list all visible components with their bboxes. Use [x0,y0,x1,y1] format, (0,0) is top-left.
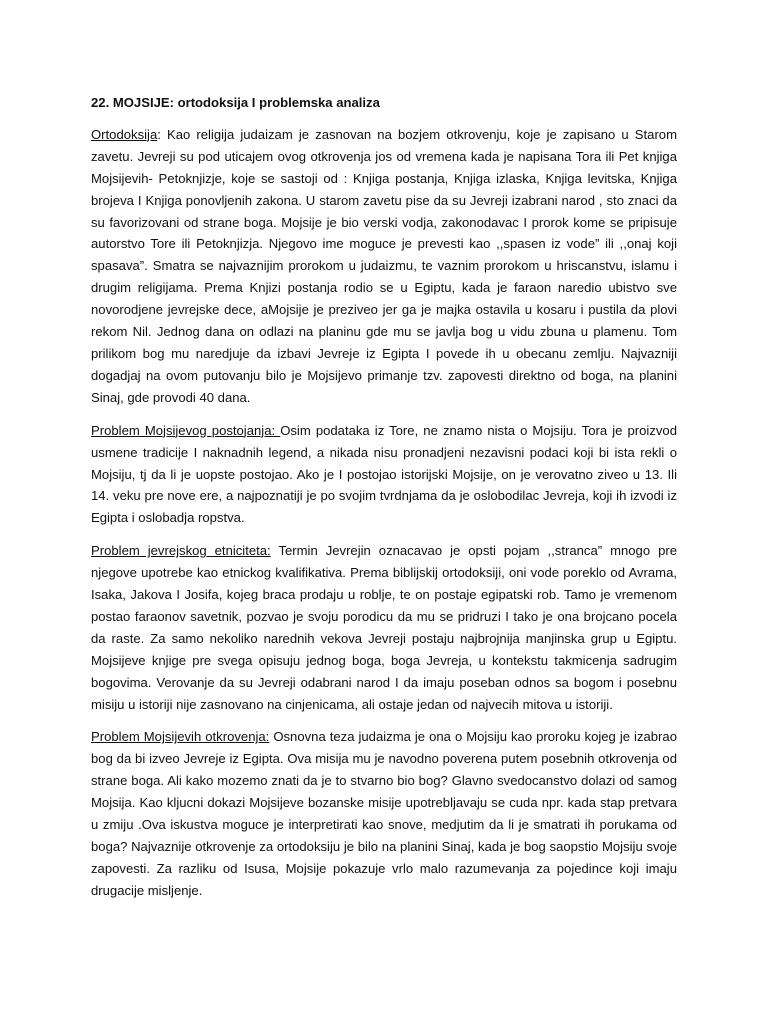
section-heading-otkrovenja: Problem Mojsijevih otkrovenja: [91,729,270,745]
section-heading-postojanje: Problem Mojsijevog postojanja: [91,422,281,438]
section-body-otkrovenja: Osnovna teza judaizma je ona o Mojsiju kao proroku kojeg je izabrao bog da bi izveo Jevreje iz Egipta. Ova misija mu je navodno poverena putem posebnih otkrovenja od strane boga. Ali kako mozemo znati da je to stvarno bio bog? Glavno svedocanstvo dolazi od samog Mojsija. Kao kljucni dokazi Mojsijeve bozanske misije upotrebljavaju se cuda npr. kada stap pretvara u zmiju .Ova iskustva moguce je interpretirati kao snove, medjutim da li je smatrati ih porukama od boga? Najvaznije otkrovenje za ortodoksiju je bilo na planini Sinaj, kada je bog saopstio Mojsiju svoje zapovesti. Za razliku od Isusa, Mojsije pokazuje vrlo malo razumevanja za pojedince koji imaju drugacije misljenje. [91,729,677,898]
paragraph-ortodoksija [91,124,677,409]
section-heading-ortodoksija: Ortodoksija [91,126,158,142]
paragraph-etnicitet [91,540,677,715]
section-body-etnicitet: Termin Jevrejin oznacavao je opsti pojam ,,stranca” mnogo pre njegove upotrebe kao etnickog kvalifikativa. Prema biblijskij ortodoksiji, oni vode poreklo od Avrama, Isaka, Jakova I Josifa, kojeg braca prodaju u roblje, te on postaje egipatski rob. Tamo je vremenom postao faraonov savetnik, pozvao je svoju porodicu da mu se pridruzi I tako je ona brojcano pocela da raste. Za samo nekoliko narednih vekova Jevreji postaju najbrojnija manjinska grup u Egiptu. Mojsijeve knjige pre svega opisuju jednog boga, boga Jevreja, u kontekstu takmicenja sadrugim bogovima. Verovanje da su Jevreji odabrani narod I da imaju poseban odnos sa bogom i posebnu misiju u istoriji nije zasnovano na cinjenicama, ali ostaje jedan od najvecih mitova u istoriji. [91,543,677,712]
paragraph-postojanje [91,420,677,530]
document-page [91,92,677,913]
section-body-ortodoksija: : Kao religija judaizam je zasnovan na bozjem otkrovenju, koje je zapisano u Starom zavetu. Jevreji su pod uticajem ovog otkrovenja jos od vremena kada je napisana Tora ili Pet knjiga Mojsijevih- Petoknjizje, koje se sastoji od : Knjiga postanja, Knjiga izlaska, Knjiga levitska, Knjiga brojeva I Knjiga ponovljenih zakona. U starom zavetu pise da su Jevreji izabrani narod , sto znaci da su favorizovani od strane boga. Mojsije je bio verski vodja, zakonodavac I prorok kome se pripisuje autorstvo Tore ili Petoknjizja. Njegovo ime moguce je prevesti kao ,,spasen iz vode” ili ,,onaj koji spasava”. Smatra se najvaznijim prorokom u judaizmu, te vaznim prorokom u hriscanstvu, islamu i drugim religijama. Prema Knjizi postanja rodio se u Egiptu, kada je faraon naredio ubistvo sve novorodjene jevrejske dece, aMojsije je preziveo jer ga je majka ostavila u kosaru i pustila da plovi rekom Nil. Jednog dana on odlazi na planinu gde mu se javlja bog u vidu zbuna u plamenu. Tom prilikom bog mu naredjuje da izbavi Jevreje iz Egipta I povede ih u obecanu zemlju. Najvazniji dogadjaj na ovom putovanju bilo je Mojsijevo primanje tzv. zapovesti direktno od boga, na planini Sinaj, gde provodi 40 dana. [91,126,677,405]
document-title: 22. MOJSIJE: ortodoksija I problemska analiza [91,95,380,110]
paragraph-otkrovenja [91,726,677,901]
section-body-postojanje: Osim podataka iz Tore, ne znamo nista o Mojsiju. Tora je proizvod usmene tradicije I naknadnih legend, a nikada nisu pronadjeni nezavisni podaci koji bi ista rekli o Mojsiju, tj da li je uopste postojao. Ako je I postojao istorijski Mojsije, on je verovatno ziveo u 13. Ili 14. veku pre nove ere, a najpoznatiji je po svojim tvrdnjama da je oslobodilac Jevreja, koji ih izvodi iz Egipta i oslobadja ropstva. [91,422,677,526]
section-heading-etnicitet: Problem jevrejskog etniciteta: [91,543,271,559]
